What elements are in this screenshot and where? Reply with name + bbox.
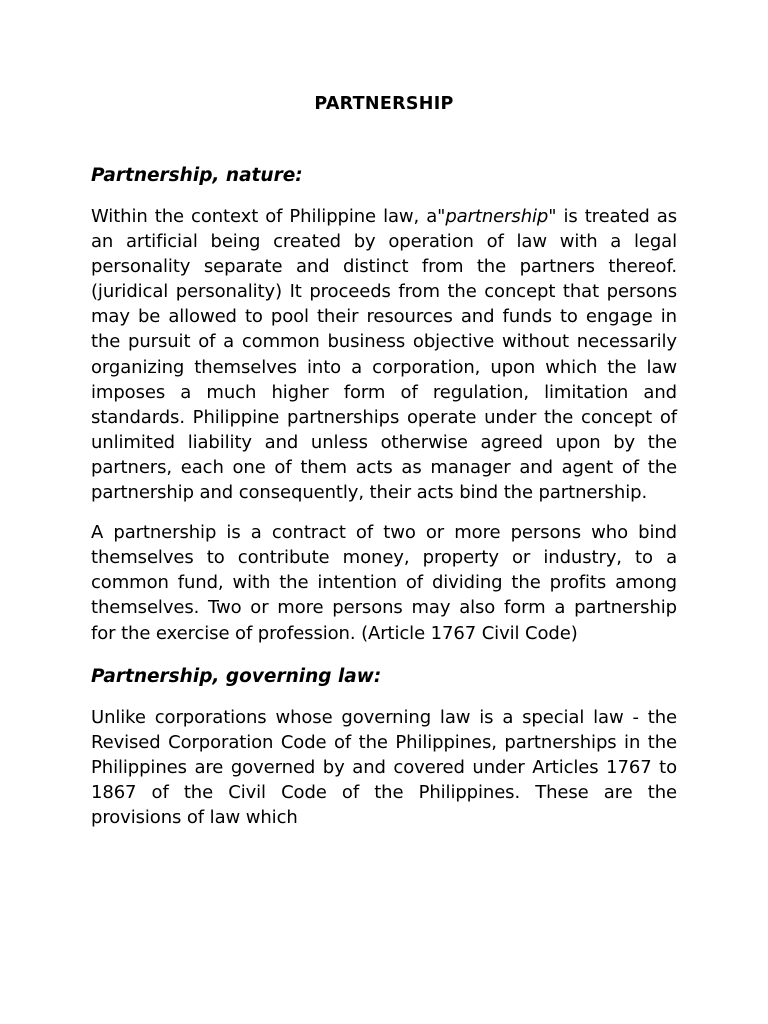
governing-law-paragraph: Unlike corporations whose governing law is a special law - the Revised Corporation Code of the Philippines, partnerships in the Philippines are governed by and covered under Articles 1767 to 1867 of the Civil Code of the Philippines. These are the provisions of law which bbox=[91, 706, 677, 828]
nature-paragraph-1-intro: Within the context of Philippine law, a bbox=[91, 206, 438, 227]
document-title: PARTNERSHIP bbox=[314, 94, 454, 114]
section-heading-nature: Partnership, nature: bbox=[91, 165, 303, 186]
nature-paragraph-1 bbox=[91, 204, 677, 505]
nature-paragraph-2: A partnership is a contract of two or more persons who bind themselves to contribute money, property or industry, to a common fund, with the intention of dividing the profits among themselves. Two or more persons may also form a partnership for the exercise of profession. (Article 1767 Civil Code) bbox=[91, 522, 677, 644]
nature-paragraph-1-body: is treated as an artificial being created by operation of law with a legal personality separate and distinct from the partners thereof. (juridical personality) It proceeds from the concept that persons may be allowed to pool their resources and funds to engage in the pursuit of a common business objective without necessarily organizing themselves into a corporation, upon which the law imposes a much higher form of regulation, limitation and standards. Philippine partnerships operate under the concept of unlimited liability and unless otherwise agreed upon by the partners, each one of them acts as manager and agent of the partnership and consequently, their acts bind the partnership. bbox=[91, 206, 677, 504]
partnership-term: "partnership" bbox=[437, 206, 557, 227]
section-heading-governing-law: Partnership, governing law: bbox=[91, 665, 382, 687]
document-page bbox=[91, 92, 677, 830]
